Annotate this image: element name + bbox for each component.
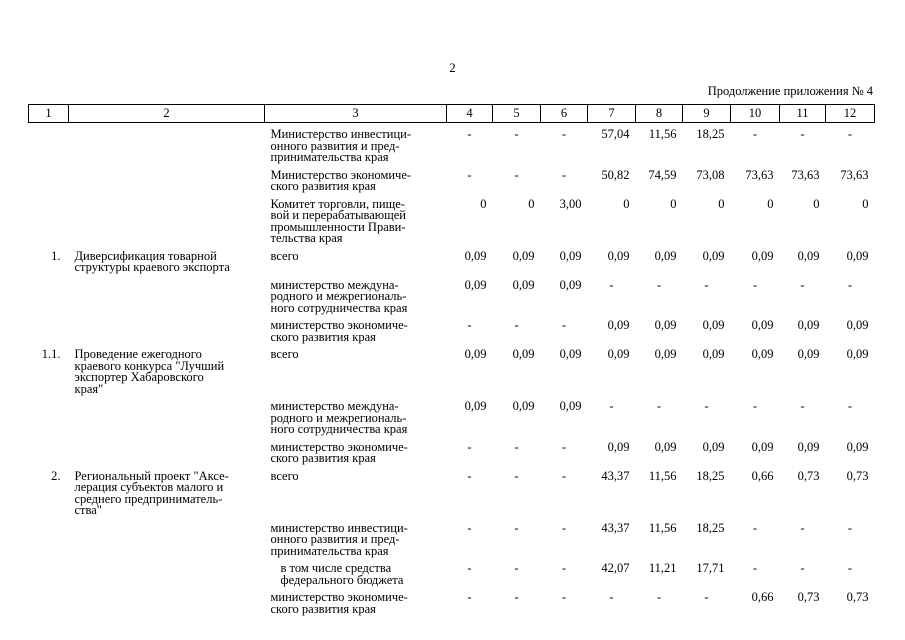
table-row <box>29 471 875 517</box>
table-row <box>29 170 875 193</box>
value-cell: - <box>609 277 614 292</box>
value-cell: 0,09 <box>512 399 535 413</box>
value-cell: 0,09 <box>751 318 774 332</box>
value-cell: - <box>847 399 853 413</box>
value-cell: - <box>514 468 519 483</box>
table-row <box>29 349 875 395</box>
value-cell: 0,09 <box>559 399 582 413</box>
value-cell: 18,25 <box>696 127 725 141</box>
value-cell: - <box>704 277 709 292</box>
responsible-agency: Министерство инвестици- онного развития и пред- принимательства края <box>270 127 412 164</box>
value-cell: 0,09 <box>751 439 774 454</box>
value-cell: 0,73 <box>846 590 869 604</box>
value-cell: - <box>467 590 472 604</box>
value-cell: 0,09 <box>607 318 630 332</box>
value-cell: 0,09 <box>846 248 869 263</box>
header-cell: 10 <box>731 105 780 123</box>
row-number <box>29 129 69 164</box>
value-cell: 0,09 <box>607 248 630 263</box>
header-cell: 4 <box>447 105 493 123</box>
value-cell: 0,09 <box>512 347 535 361</box>
activity-name <box>69 563 265 586</box>
value-cell: 18,25 <box>696 520 725 535</box>
value-cell: - <box>514 439 519 454</box>
value-cell: 0 <box>862 196 869 211</box>
value-cell: - <box>561 468 567 483</box>
table-row <box>29 563 875 586</box>
value-cell: 0,09 <box>559 277 582 292</box>
value-cell: 0,09 <box>559 347 582 361</box>
table-row <box>29 523 875 558</box>
value-cell: 0,09 <box>464 277 487 292</box>
value-cell: - <box>800 277 805 292</box>
activity-name <box>69 129 265 164</box>
value-cell: - <box>561 167 567 182</box>
header-cell: 5 <box>493 105 541 123</box>
value-cell: - <box>704 590 709 604</box>
activity-name <box>69 320 265 343</box>
activity-name: Диверсификация товарной структуры краевого экспорта <box>74 248 230 274</box>
value-cell: - <box>800 127 805 141</box>
value-cell: - <box>467 167 472 182</box>
header-cell: 8 <box>636 105 683 123</box>
row-number <box>29 320 69 343</box>
value-cell: 0,09 <box>702 248 725 263</box>
value-cell: 0,09 <box>607 347 630 361</box>
appendix-continuation-label: Продолжение приложения № 4 <box>707 84 873 98</box>
value-cell: 0,09 <box>654 439 677 454</box>
value-cell: 0,09 <box>846 318 869 332</box>
header-cell: 9 <box>683 105 731 123</box>
value-cell: - <box>656 399 662 413</box>
table-row <box>29 320 875 343</box>
row-number <box>29 280 69 315</box>
value-cell: - <box>514 561 519 575</box>
value-cell: - <box>514 590 519 604</box>
value-cell: 0,09 <box>797 318 820 332</box>
table-row <box>29 280 875 315</box>
value-cell: - <box>467 318 472 332</box>
value-cell: 0 <box>623 196 630 211</box>
value-cell: - <box>561 561 567 575</box>
row-number: 1.1. <box>41 347 61 361</box>
value-cell: - <box>847 561 853 575</box>
value-cell: 0,09 <box>464 248 487 263</box>
value-cell: 0,09 <box>702 318 725 332</box>
responsible-agency: Министерство экономиче- ского развития края <box>270 167 412 193</box>
value-cell: 0,09 <box>751 248 774 263</box>
value-cell: 0 <box>813 196 820 211</box>
budget-table <box>28 104 875 621</box>
table-row <box>29 251 875 274</box>
activity-name <box>69 442 265 465</box>
value-cell: - <box>467 468 472 483</box>
responsible-agency: министерство экономиче- ского развития края <box>270 318 408 344</box>
value-cell: 0 <box>767 196 774 211</box>
value-cell: - <box>752 561 758 575</box>
value-cell: - <box>514 520 519 535</box>
header-cell: 12 <box>826 105 875 123</box>
header-cell: 1 <box>29 105 69 123</box>
value-cell: - <box>561 590 567 604</box>
value-cell: 0 <box>718 196 725 211</box>
value-cell: 0,09 <box>512 248 535 263</box>
value-cell: 0,09 <box>464 399 487 413</box>
value-cell: 0,09 <box>654 318 677 332</box>
page-number: 2 <box>449 60 456 75</box>
value-cell: - <box>752 127 758 141</box>
table-row <box>29 199 875 245</box>
responsible-agency: министерство экономиче- ского развития края <box>270 439 408 465</box>
value-cell: - <box>514 167 519 182</box>
value-cell: 0,09 <box>654 347 677 361</box>
value-cell: 43,37 <box>601 520 630 535</box>
value-cell: 3,00 <box>559 196 582 211</box>
value-cell: 17,71 <box>696 561 725 575</box>
value-cell: 0,09 <box>702 439 725 454</box>
value-cell: 0,09 <box>512 277 535 292</box>
value-cell: 0,73 <box>797 590 820 604</box>
responsible-agency: в том числе средства федерального бюджета <box>280 561 404 587</box>
value-cell: 0 <box>670 196 677 211</box>
responsible-agency: всего <box>270 468 299 483</box>
value-cell: - <box>847 127 853 141</box>
value-cell: 43,37 <box>601 468 630 483</box>
responsible-agency: всего <box>270 347 299 361</box>
row-number <box>29 563 69 586</box>
value-cell: 0,09 <box>654 248 677 263</box>
value-cell: - <box>800 561 805 575</box>
activity-name: Проведение ежегодного краевого конкурса "Лучший экспортер Хабаровского края" <box>74 347 225 396</box>
value-cell: 0,09 <box>607 439 630 454</box>
value-cell: 0,09 <box>797 439 820 454</box>
value-cell: - <box>800 399 805 413</box>
value-cell: - <box>847 277 853 292</box>
value-cell: 11,21 <box>648 561 677 575</box>
responsible-agency: министерство экономиче- ского развития края <box>270 590 408 616</box>
value-cell: - <box>752 520 758 535</box>
value-cell: 73,63 <box>745 167 774 182</box>
value-cell: 0,09 <box>797 347 820 361</box>
responsible-agency: министерство междуна- родного и межрегиональ- ного сотрудничества края <box>270 277 408 315</box>
value-cell: 11,56 <box>648 127 677 141</box>
header-cell: 6 <box>541 105 588 123</box>
value-cell: 0,09 <box>559 248 582 263</box>
value-cell: - <box>467 520 472 535</box>
value-cell: 0,09 <box>464 347 487 361</box>
value-cell: 0,09 <box>846 347 869 361</box>
responsible-agency: всего <box>270 248 299 263</box>
row-number: 1. <box>51 248 61 263</box>
row-number <box>29 592 69 615</box>
activity-name <box>69 170 265 193</box>
value-cell: - <box>800 520 805 535</box>
value-cell: 0,09 <box>797 248 820 263</box>
value-cell: 0,09 <box>751 347 774 361</box>
value-cell: 0,73 <box>797 468 820 483</box>
value-cell: 18,25 <box>696 468 725 483</box>
value-cell: 0 <box>480 196 487 211</box>
header-cell: 11 <box>780 105 826 123</box>
value-cell: - <box>752 399 758 413</box>
value-cell: 57,04 <box>601 127 630 141</box>
value-cell: - <box>752 277 758 292</box>
value-cell: - <box>467 561 472 575</box>
value-cell: - <box>704 399 709 413</box>
value-cell: - <box>514 127 519 141</box>
value-cell: - <box>561 439 567 454</box>
row-number <box>29 442 69 465</box>
responsible-agency: Комитет торговли, пище- вой и перерабатывающей промышленности Прави- тельства края <box>270 196 406 245</box>
table-header-row <box>29 105 875 123</box>
responsible-agency: министерство междуна- родного и межрегиональ- ного сотрудничества края <box>270 399 408 436</box>
value-cell: 0,09 <box>702 347 725 361</box>
table-row <box>29 129 875 164</box>
value-cell: - <box>609 590 614 604</box>
value-cell: - <box>467 127 472 141</box>
activity-name: Региональный проект "Аксе- лерация субъектов малого и среднего предприниматель- ства" <box>74 468 229 517</box>
value-cell: 73,63 <box>840 167 869 182</box>
value-cell: - <box>656 590 662 604</box>
value-cell: 50,82 <box>601 167 630 182</box>
row-number <box>29 523 69 558</box>
responsible-agency: министерство инвестици- онного развития и пред- принимательства края <box>270 520 408 558</box>
header-cell: 7 <box>588 105 636 123</box>
value-cell: 73,63 <box>791 167 820 182</box>
row-number <box>29 170 69 193</box>
activity-name <box>69 401 265 436</box>
header-cell: 3 <box>265 105 447 123</box>
row-number: 2. <box>51 468 61 483</box>
value-cell: - <box>561 520 567 535</box>
value-cell: - <box>609 399 614 413</box>
value-cell: - <box>656 277 662 292</box>
activity-name <box>69 280 265 315</box>
value-cell: - <box>467 439 472 454</box>
value-cell: 11,56 <box>648 520 677 535</box>
header-cell: 2 <box>69 105 265 123</box>
table-row <box>29 442 875 465</box>
value-cell: 0,66 <box>751 590 774 604</box>
value-cell: - <box>514 318 519 332</box>
value-cell: 0,09 <box>846 439 869 454</box>
activity-name <box>69 523 265 558</box>
value-cell: 0 <box>528 196 535 211</box>
table-row <box>29 592 875 615</box>
value-cell: 11,56 <box>648 468 677 483</box>
activity-name <box>69 199 265 245</box>
table-row <box>29 401 875 436</box>
row-number <box>29 401 69 436</box>
value-cell: - <box>561 318 567 332</box>
value-cell: 0,66 <box>751 468 774 483</box>
value-cell: 73,08 <box>696 167 725 182</box>
row-number <box>29 199 69 245</box>
activity-name <box>69 592 265 615</box>
value-cell: 74,59 <box>648 167 677 182</box>
value-cell: - <box>561 127 567 141</box>
value-cell: 42,07 <box>601 561 630 575</box>
value-cell: - <box>847 520 853 535</box>
value-cell: 0,73 <box>846 468 869 483</box>
